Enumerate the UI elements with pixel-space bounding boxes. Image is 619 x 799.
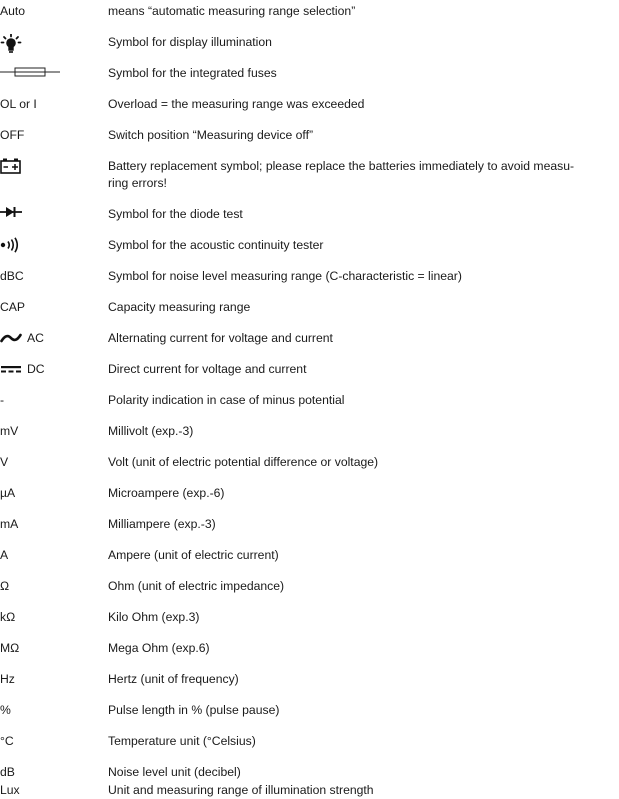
symbol-cell	[0, 702, 108, 718]
symbol-text: °C	[0, 734, 14, 748]
legend-row-mohm	[0, 640, 619, 657]
legend-row-dc	[0, 361, 619, 378]
symbol-cell	[0, 454, 108, 470]
description-cell: Symbol for the diode test	[108, 207, 243, 221]
symbol-text: dBC	[0, 269, 24, 283]
symbol-text: %	[0, 703, 11, 717]
symbol-text: OL or I	[0, 97, 37, 111]
legend-row-fuse	[0, 65, 619, 82]
legend-row-hz	[0, 671, 619, 688]
legend-row-auto	[0, 3, 619, 20]
description-cell: Millivolt (exp.-3)	[108, 424, 194, 438]
symbol-cell	[0, 268, 108, 284]
symbol-cell	[0, 65, 108, 79]
symbol-cell	[0, 733, 108, 749]
description-cell: Overload = the measuring range was exceeded	[108, 97, 365, 111]
legend-row-ua	[0, 485, 619, 502]
symbol-text: µA	[0, 486, 16, 500]
symbol-cell	[0, 640, 108, 656]
battery-icon	[0, 158, 22, 174]
symbol-cell	[0, 34, 108, 54]
legend-row-v	[0, 454, 619, 471]
legend-row-percent	[0, 702, 619, 719]
symbol-cell	[0, 485, 108, 501]
description-cell: Symbol for display illumination	[108, 35, 272, 49]
lightbulb-icon	[0, 34, 22, 54]
description-cell: Direct current for voltage and current	[108, 362, 307, 376]
diode-icon	[0, 206, 22, 218]
legend-row-polarity	[0, 392, 619, 409]
symbol-text: -	[0, 393, 5, 407]
legend-row-lux	[0, 782, 619, 799]
description-cell: Noise level unit (decibel)	[108, 765, 241, 779]
description-cell: Battery replacement symbol; please replace the batteries immediately to avoid measu-ring errors!	[108, 159, 575, 190]
symbol-cell	[0, 237, 108, 253]
symbol-cell	[0, 96, 108, 112]
legend-row-continuity	[0, 237, 619, 254]
symbol-text: OFF	[0, 128, 25, 142]
description-cell: Symbol for the acoustic continuity tester	[108, 238, 324, 252]
description-cell: Kilo Ohm (exp.3)	[108, 610, 200, 624]
symbol-cell	[0, 330, 108, 346]
legend-row-battery	[0, 158, 619, 192]
symbol-cell	[0, 361, 108, 377]
symbol-text: mA	[0, 517, 19, 531]
symbol-cell	[0, 127, 108, 143]
symbol-text: Auto	[0, 4, 26, 18]
description-cell: Microampere (exp.-6)	[108, 486, 225, 500]
symbol-cell	[0, 392, 108, 408]
symbol-cell	[0, 206, 108, 218]
legend-row-diode	[0, 206, 619, 223]
sound-waves-icon	[0, 237, 22, 253]
description-cell: Unit and measuring range of illumination strength	[108, 783, 374, 797]
legend-row-cap	[0, 299, 619, 316]
dc-icon	[0, 363, 22, 375]
symbol-cell	[0, 158, 108, 174]
legend-row-ma	[0, 516, 619, 533]
legend-row-ohm	[0, 578, 619, 595]
symbol-cell	[0, 671, 108, 687]
description-cell: Symbol for noise level measuring range (C-characteristic = linear)	[108, 269, 462, 283]
symbol-cell	[0, 3, 108, 19]
legend-row-db	[0, 764, 619, 781]
description-cell: Symbol for the integrated fuses	[108, 66, 277, 80]
description-cell: Ohm (unit of electric impedance)	[108, 579, 285, 593]
description-cell: Volt (unit of electric potential difference or voltage)	[108, 455, 379, 469]
legend-row-illumination	[0, 34, 619, 54]
symbol-cell	[0, 516, 108, 532]
description-cell: Hertz (unit of frequency)	[108, 672, 239, 686]
description-cell: Ampere (unit of electric current)	[108, 548, 279, 562]
description-cell: Polarity indication in case of minus potential	[108, 393, 345, 407]
description-cell: Milliampere (exp.-3)	[108, 517, 216, 531]
symbol-text: dB	[0, 765, 15, 779]
symbol-text: Ω	[0, 579, 10, 593]
symbol-cell	[0, 547, 108, 563]
symbol-text: CAP	[0, 300, 26, 314]
symbol-cell	[0, 609, 108, 625]
fuse-icon	[0, 65, 60, 79]
symbol-text: MΩ	[0, 641, 20, 655]
symbol-text: Lux	[0, 783, 20, 797]
description-cell: Mega Ohm (exp.6)	[108, 641, 210, 655]
description-cell: Alternating current for voltage and current	[108, 331, 333, 345]
description-cell: Capacity measuring range	[108, 300, 251, 314]
legend-row-mv	[0, 423, 619, 440]
legend-row-off	[0, 127, 619, 144]
symbol-text: V	[0, 455, 9, 469]
symbol-cell	[0, 423, 108, 439]
legend-row-a	[0, 547, 619, 564]
legend-row-ac	[0, 330, 619, 347]
symbol-cell	[0, 782, 108, 798]
symbol-cell	[0, 578, 108, 594]
symbol-cell	[0, 764, 108, 780]
legend-row-overload	[0, 96, 619, 113]
legend-row-celsius	[0, 733, 619, 750]
symbol-text: AC	[27, 331, 44, 345]
description-cell: Temperature unit (°Celsius)	[108, 734, 256, 748]
ac-wave-icon	[0, 332, 22, 344]
legend-row-dbc	[0, 268, 619, 285]
description-cell: Switch position “Measuring device off”	[108, 128, 314, 142]
symbol-cell	[0, 299, 108, 315]
symbol-text: kΩ	[0, 610, 16, 624]
description-cell: Pulse length in % (pulse pause)	[108, 703, 280, 717]
symbol-text: Hz	[0, 672, 15, 686]
symbol-text: DC	[27, 362, 45, 376]
legend-row-kohm	[0, 609, 619, 626]
symbol-text: A	[0, 548, 9, 562]
description-cell: means “automatic measuring range selection”	[108, 4, 356, 18]
symbol-text: mV	[0, 424, 19, 438]
